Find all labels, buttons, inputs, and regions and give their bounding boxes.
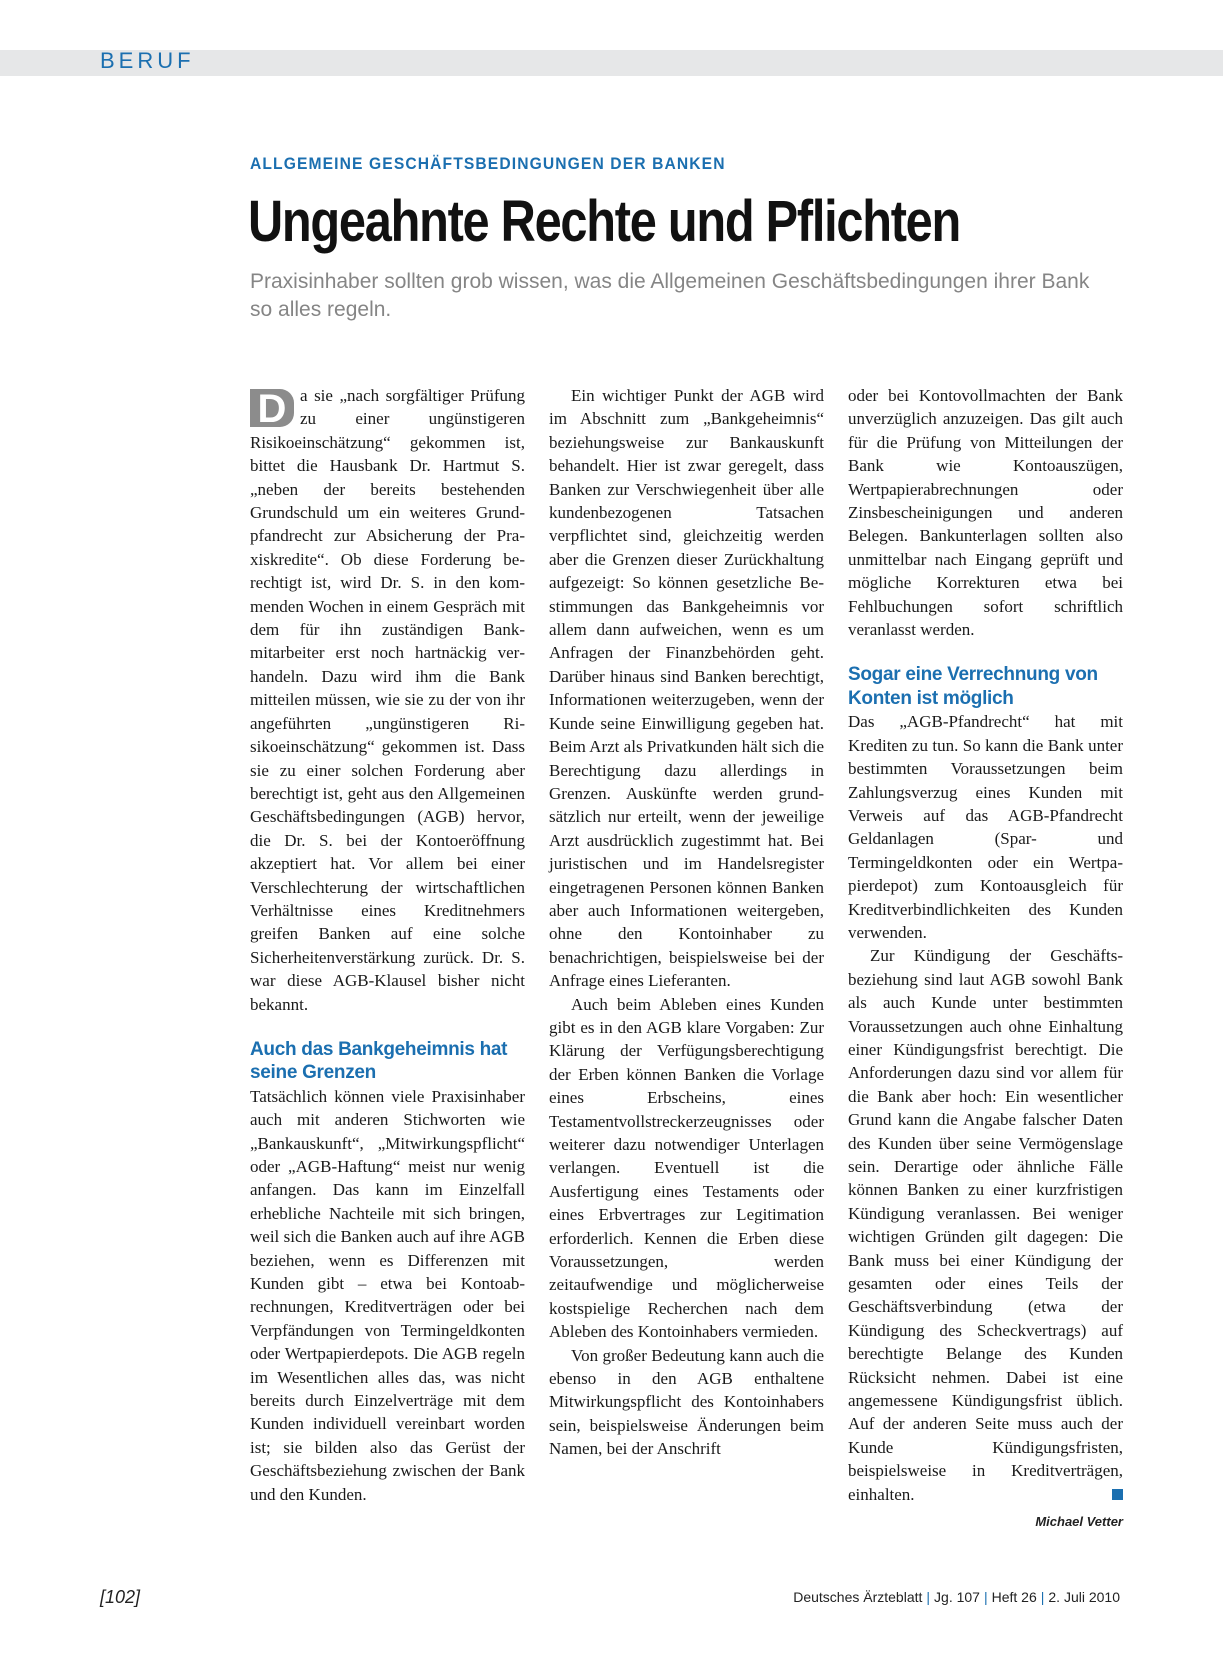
paragraph-text: Zur Kündigung der Geschäftsbeziehung sind laut AGB sowohl Bank als auch Kunde unter bestimmten Voraussetzungen auch ohne Einhaltung einer Kündigungsfrist berechtigt. Die Anforderungen dazu sind vor allem für die Bank aber hoch: Ein wesentlicher Grund kann die Angabe falscher Daten des Kunden über seine Vermögenslage sein. Derartige oder ähnliche Fälle können Banken zu einer kurzfristigen Kündigung veranlassen. Bei weniger wichtigen Gründen gilt dagegen: Die Bank muss bei einer Kündigung der gesamten oder eines Teils der Geschäftsverbindung (etwa der Kündigung des Scheckvertrags) auf berechtigte Belange des Kunden Rücksicht nehmen. Dabei ist eine angemessene Kündigungsfrist üblich. Auf der anderen Seite muss auch der Kunde Kündigungsfristen, beispielsweise in Kreditverträgen, einhalten.: [848, 946, 1123, 1504]
separator: |: [983, 1589, 988, 1605]
column-2: [549, 384, 824, 1461]
section-label: BERUF: [100, 48, 195, 73]
drop-cap: D: [250, 389, 294, 427]
paragraph: Tatsächlich können viele Praxisinhaber auch mit anderen Stichworten wie „Bankauskunft“, „Mitwirkungspflicht“ oder „AGB-Haftung“ meist nur wenig anfangen. Das kann im Einzelfall erhebliche Nachteile mit sich bringen, weil sich die Banken auch auf ihre AGB beziehen, wenn es Differenzen mit Kunden gibt – etwa bei Kontoabrechnungen, Kreditverträgen oder bei Verpfändungen von Termingeldkonten oder Wertpapierdepots. Die AGB regeln im Wesentlichen alles das, was nicht bereits durch Einzelverträge mit dem Kunden individuell vereinbart worden ist; sie bilden also das Gerüst der Geschäftsbeziehung zwischen der Bank und den Kunden.: [250, 1086, 525, 1504]
author-byline: Michael Vetter: [1035, 1514, 1123, 1530]
page-number: [102]: [100, 1587, 141, 1607]
paragraph: Auch beim Ableben eines Kunden gibt es in den AGB klare Vorgaben: Zur Klärung der Verfügungsberechtigung der Erben können Banken die Vorlage eines Erbscheins, eines Testamentvollstreckerzeugnisses oder weiterer dazu notwendiger Unterlagen verlangen. Eventuell ist die Ausfertigung eines Testaments oder eines Erbvertrages zur Legitimation erforderlich. Kennen die Erben diese Voraussetzungen, werden zeitaufwendige und möglicherweise kostspielige Recherchen nach dem Ableben des Kontoinhabers vermieden.: [549, 994, 824, 1342]
separator: |: [926, 1589, 931, 1605]
paragraph: Von großer Bedeutung kann auch die ebenso in den AGB enthaltene Mitwirkungspflicht des Kontoinhabers sein, beispielsweise Änderungen beim Namen, bei der Anschrift: [549, 1345, 824, 1459]
paragraph-text: a sie „nach sorgfältiger Prüfung zu einer ungünstigeren Risikoeinschätzung“ gekommen ist, bittet die Hausbank Dr. Hartmut S. „neben der bereits bestehenden Grundschuld um ein weiteres Grundpfandrecht zur Absicherung der Praxiskredite“. Ob diese Forderung berechtigt ist, wird Dr. S. in den kommenden Wochen in einem Gespräch mit dem für ihn zuständigen Bankmitarbeiter erst noch hartnäckig verhandeln. Dazu wird ihm die Bank mitteilen müssen, wie sie zu der von ihr angeführten „ungünstigeren Risikoeinschätzung“ gekommen ist. Dass sie zu einer solchen Forderung aber berechtigt ist, geht aus den Allgemeinen Geschäftsbedingungen (AGB) hervor, die Dr. S. bei der Kontoeröffnung akzeptiert hat. Vor allem bei einer Verschlechterung der wirtschaftlichen Verhältnisse eines Kreditnehmers greifen Banken auf eine solche Sicherheitenverstärkung zurück. Dr. S. war diese AGB-Klausel bisher nicht bekannt.: [250, 386, 525, 1014]
section-heading: Auch das Bankgeheimnis hat seine Grenzen: [250, 1038, 508, 1084]
paragraph: Ein wichtiger Punkt der AGB wird im Abschnitt zum „Bankgeheimnis“ beziehungsweise zur Bankauskunft behandelt. Hier ist zwar geregelt, dass Banken zur Verschwiegenheit über alle kundenbezogenen Tatsachen verpflichtet sind, gleichzeitig werden aber die Grenzen dieser Zurückhaltung aufgezeigt: So können gesetzliche Bestimmungen das Bankgeheimnis vor allem dann aufweichen, wenn es um Anfragen der Finanzbehörden geht. Darüber hinaus sind Banken berechtigt, Informationen weiterzugeben, wenn der Kunde seine Einwilligung gegeben hat. Beim Arzt als Privatkunden hält sich die Berechtigung dazu allerdings in Grenzen. Auskünfte werden grundsätzlich nur erteilt, wenn der jeweilige Arzt ausdrücklich zugestimmt hat. Bei juristischen und im Handelsregister eingetragenen Personen können Banken aber auch Informationen weitergeben, ohne den Kontoinhaber zu benachrichtigen, beispielsweise bei der Anfrage eines Lieferanten.: [549, 386, 824, 991]
date: 2. Juli 2010: [1048, 1589, 1120, 1605]
footer-info: [793, 1589, 1120, 1605]
paragraph: Das „AGB-Pfandrecht“ hat mit Krediten zu tun. So kann die Bank unter bestimmten Voraussetzungen beim Zahlungsverzug eines Kunden mit Verweis auf das AGB-Pfandrecht Geldanlagen (Spar- und Termingeldkonten oder ein Wertpapierdepot) zum Kontoausgleich für Kreditverbindlichkeiten des Kunden verwenden.: [848, 712, 1123, 942]
paragraph: [250, 384, 525, 1016]
end-mark-icon: [1112, 1489, 1123, 1500]
journal-name: Deutsches Ärzteblatt: [793, 1589, 923, 1605]
article-kicker: ALLGEMEINE GESCHÄFTSBEDINGUNGEN DER BANKEN: [250, 154, 726, 173]
paragraph: [848, 944, 1123, 1506]
paragraph: oder bei Kontovollmachten der Bank unverzüglich anzuzeigen. Das gilt auch für die Prüfung von Mitteilungen der Bank wie Kontoauszügen, Wertpapierabrechnungen oder Zinsbescheinigungen und anderen Belegen. Bankunterlagen sollten also unmittelbar nach Eingang geprüft und mögliche Korrekturen etwa bei Fehlbuchungen sofort schriftlich veranlasst werden.: [848, 386, 1123, 640]
article-title: Ungeahnte Rechte und Pflichten: [248, 189, 961, 254]
column-3: [848, 384, 1123, 1534]
separator: |: [1040, 1589, 1045, 1605]
issue: Heft 26: [991, 1589, 1037, 1605]
column-1: [250, 384, 525, 1506]
article-subtitle: Praxisinhaber sollten grob wissen, was die Allgemeinen Geschäftsbedingungen ihrer Bank so alles regeln.: [250, 270, 1090, 321]
volume: Jg. 107: [934, 1589, 980, 1605]
section-heading: Sogar eine Verrechnung von Konten ist möglich: [848, 664, 1098, 709]
